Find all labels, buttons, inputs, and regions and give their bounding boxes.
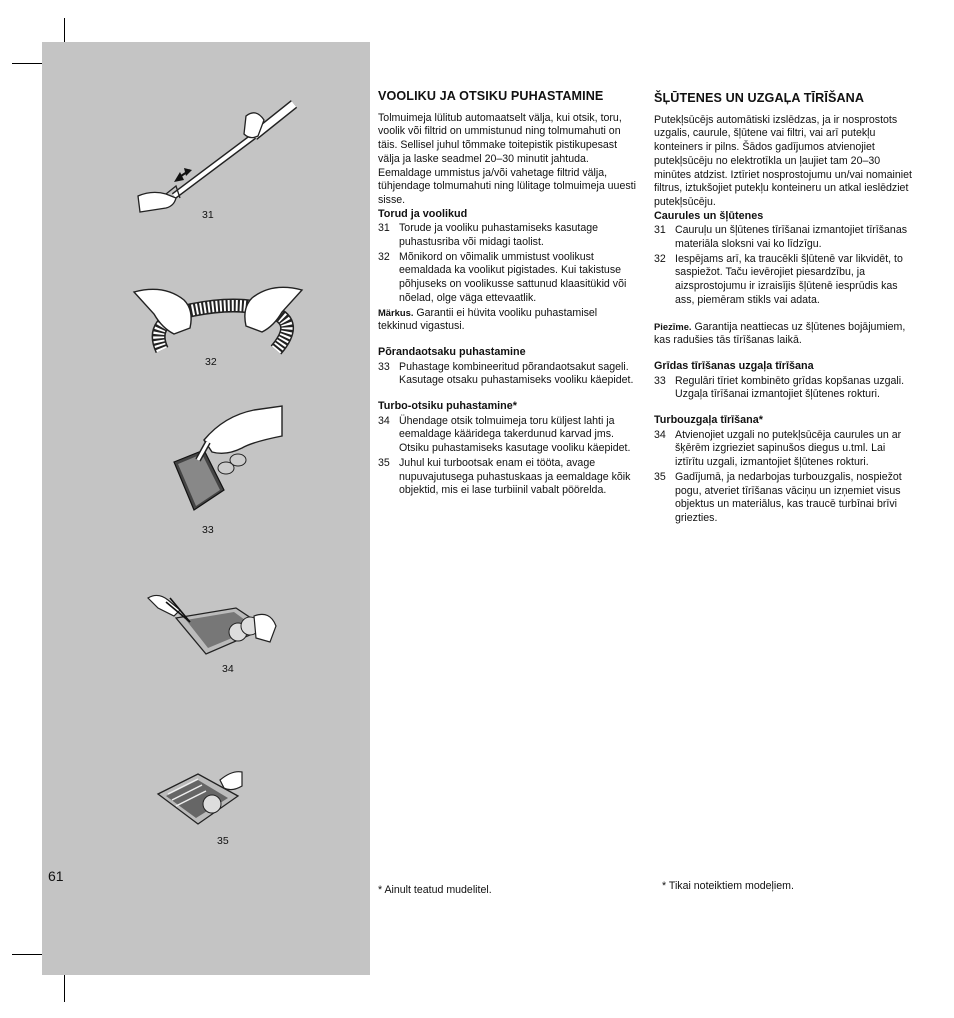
figure-label: 33 <box>202 524 214 536</box>
nozzle-hand-icon <box>168 402 284 516</box>
list-item <box>378 222 636 249</box>
item-text: Puhastage kombineeritud põrandaotsakut sageli. Kasutage otsaku puhastamiseks vooliku käepidet. <box>399 360 634 387</box>
subsection-heading: Turbouzgaļa tīrīšana* <box>654 414 763 427</box>
subsection-heading: Põrandaotsaku puhastamine <box>378 345 526 358</box>
intro-paragraph: Putekļsūcējs automātiski izslēdzas, ja ir nosprostots uzgalis, caurule, šļūtene vai filtri, vai arī putekļu konteiners ir pilns. Šādos gadījumos atvienojiet putekļsūcēju no elektrotīkla un ļaujiet tam 20–30 minūtes atdzist. Iztīriet nosprostojumu un/vai nomainiet filtrus, iztukšojiet putekļu konteineru un atkal ieslēdziet putekļsūcēju. <box>654 113 912 208</box>
turbo-nozzle-scissors-icon <box>146 588 278 660</box>
list-item <box>654 429 914 470</box>
subsection-heading: Caurules un šļūtenes <box>654 209 764 222</box>
item-number: 34 <box>654 428 666 441</box>
list-item <box>654 224 914 251</box>
figure-label: 31 <box>202 209 214 221</box>
note-paragraph <box>654 320 914 348</box>
item-text: Cauruļu un šļūtenes tīrīšanai izmantojiet tīrīšanas materiāla sloksni vai ko līdzīgu. <box>675 224 908 251</box>
item-number: 31 <box>378 222 390 235</box>
list-item <box>378 361 636 388</box>
item-text: Gadījumā, ja nedarbojas turbouzgalis, nospiežot pogu, atveriet tīrīšanas vāciņu un izņemiet visus objektus un materiālus, kas traucē turbīnai brīvi griezties. <box>675 470 902 524</box>
latvian-column <box>654 92 914 526</box>
figure-label: 34 <box>222 663 234 675</box>
item-text: Iespējams arī, ka traucēkli šļūtenē var likvidēt, to saspiežot. Taču ievērojiet piesardzību, ja aizsprostojumu ir izraisījis šļūtenē iesprūdis kas ass, piemēram stikls vai adata. <box>675 252 903 306</box>
item-text: Torude ja vooliku puhastamiseks kasutage puhastusriba või midagi taolist. <box>399 222 599 249</box>
hose-squeeze-hands-icon <box>132 276 304 356</box>
list-item <box>654 253 914 308</box>
page-number: 61 <box>48 868 64 884</box>
subsection-heading: Torud ja voolikud <box>378 207 468 220</box>
item-text: Regulāri tīriet kombinēto grīdas kopšanas uzgali. Uzgaļa tīrīšanai izmantojiet šļūtenes rokturi. <box>675 374 905 401</box>
note-label: Märkus. <box>378 306 414 318</box>
item-text: Ühendage otsik tolmuimeja toru küljest lahti ja eemaldage kääridega takerdunud karvad jms. Otsiku puhastamiseks kasutage vooliku käepidet. <box>399 414 631 455</box>
list-item <box>378 251 636 306</box>
note-text: Garantii ei hüvita vooliku puhastamisel tekkinud vigastusi. <box>378 306 598 333</box>
turbo-nozzle-open-icon <box>154 764 244 834</box>
list-item <box>378 415 636 456</box>
item-number: 35 <box>654 470 666 483</box>
section-title: VOOLIKU JA OTSIKU PUHASTAMINE <box>378 89 604 103</box>
item-number: 35 <box>378 456 390 469</box>
item-text: Atvienojiet uzgali no putekļsūcēja caurules un ar šķērēm izgrieziet sapinušos diegus u.tml. Lai iztīrītu uzgali, izmantojiet šļūtenes rokturi. <box>675 428 902 469</box>
hose-tube-hand-icon <box>134 96 304 220</box>
item-number: 33 <box>654 374 666 387</box>
list-item <box>654 375 914 402</box>
item-number: 31 <box>654 224 666 237</box>
list-item <box>378 457 636 498</box>
note-text: Garantija neattiecas uz šļūtenes bojājumiem, kas radušies tās tīrīšanas laikā. <box>654 320 906 347</box>
note-label: Piezīme. <box>654 320 692 332</box>
estonian-column <box>378 90 636 498</box>
figure-label: 35 <box>217 835 229 847</box>
item-text: Mõnikord on võimalik ummistust voolikust eemaldada ka voolikut pigistades. Kui takistuse põhjuseks on voolikusse sattunud klaasitükid või nõelad, olge väga ettevaatlik. <box>399 250 627 304</box>
subsection-heading: Grīdas tīrīšanas uzgaļa tīrīšana <box>654 359 814 372</box>
list-item <box>654 471 914 526</box>
item-text: Juhul kui turbootsak enam ei tööta, avage nupuvajutusega puhastuskaas ja eemaldage kõik objektid, mis ei lase turbiinil vabalt pöörelda. <box>399 456 631 497</box>
subsection-heading: Turbo-otsiku puhastamine* <box>378 400 517 413</box>
figure-label: 32 <box>205 356 217 368</box>
item-number: 32 <box>378 250 390 263</box>
item-number: 33 <box>378 360 390 373</box>
item-number: 34 <box>378 414 390 427</box>
item-number: 32 <box>654 252 666 265</box>
footnote: * Ainult teatud mudelitel. <box>378 884 492 896</box>
note-paragraph <box>378 306 636 334</box>
intro-paragraph: Tolmuimeja lülitub automaatselt välja, kui otsik, toru, voolik või filtrid on ummistunud ning tolmumahuti on täis. Sellisel juhul tõmmake toitepistik pistikupesast välja ja laske seadmel 20–30 minutit jahtuda. Eemaldage ummistus ja/või vahetage filtrid välja, tühjendage tolmumahuti ning lülitage tolmuimeja uuesti sisse. <box>378 111 636 206</box>
footnote: * Tikai noteiktiem modeļiem. <box>662 880 794 892</box>
section-title: ŠĻŪTENES UN UZGAĻA TĪRĪŠANA <box>654 91 865 105</box>
